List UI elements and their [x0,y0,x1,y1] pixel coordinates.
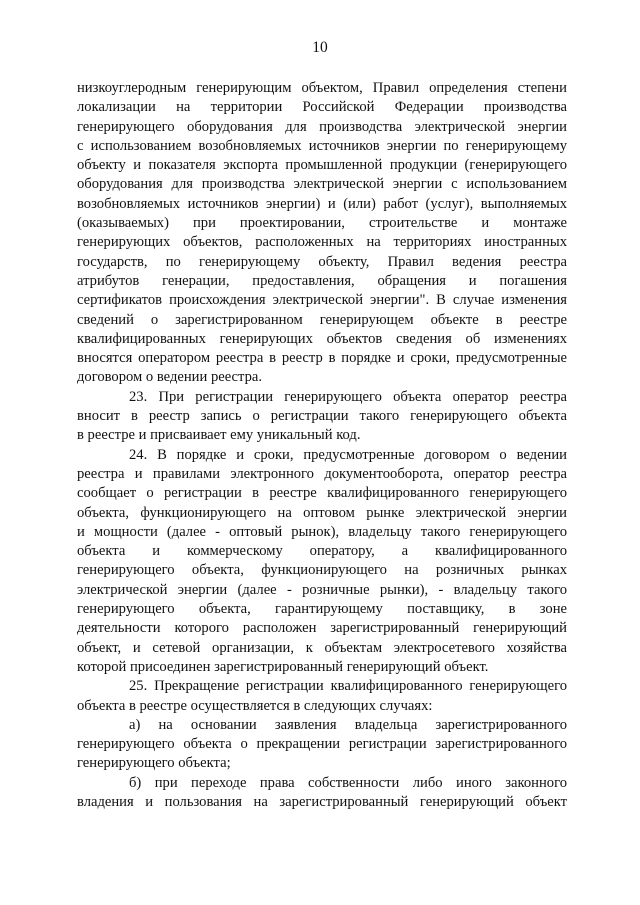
text-line: сертификатов происхождения электрической энергии". В случае изменения [77,292,567,309]
text-line: которой присоединен зарегистрированный генерирующий объект. [77,658,489,675]
text-line: объекта в реестре осуществляется в следующих случаях: [77,697,433,714]
text-line: сообщает о регистрации в реестре квалифицированного генерирующего [77,485,567,502]
text-line: локализации на территории Российской Федерации производства [77,99,567,116]
text-line: сведений о зарегистрированном генерирующем объекте в реестре [77,311,567,328]
text-line: (оказываемых) при проектировании, строительстве и монтаже [77,215,567,232]
text-line: генерирующего объекта; [77,755,231,772]
text-line: оборудования для производства электрической энергии с использованием [77,176,567,193]
text-line: объекта и коммерческому оператору, а квалифицированного [77,543,567,560]
text-line: владения и пользования на зарегистрированный генерирующий объект [77,793,567,810]
text-line: договором о ведении реестра. [77,369,263,386]
text-line: объекту и показателя экспорта промышленной продукции (генерирующего [77,157,567,174]
text-line: генерирующего объекта, гарантирующему поставщику, в зоне [77,601,567,618]
text-line: объект, и сетевой организации, к объектам электросетевого хозяйства [77,639,567,656]
text-line: генерирующих объектов, расположенных на территориях иностранных [77,234,567,251]
text-line: реестра и правилами электронного документооборота, оператор реестра [77,465,567,482]
text-line: государств, по генерирующему объекту, Правил ведения реестра [77,253,567,270]
text-line: объекта, функционирующего на оптовом рынке электрической энергии [77,504,567,521]
text-line: вносятся оператором реестра в реестр в порядке и сроки, предусмотренные [77,350,567,367]
text-line: б) при переходе права собственности либо иного законного [129,774,567,791]
text-line: возобновляемых источников энергии) и (или) работ (услуг), выполняемых [77,195,567,212]
text-line: в реестре и присваивает ему уникальный код. [77,427,361,444]
page-number: 10 [312,39,328,56]
text-line: генерирующего объекта о прекращении регистрации зарегистрированного [77,736,567,753]
text-line: вносит в реестр запись о регистрации такого генерирующего объекта [77,408,567,425]
text-line: а) на основании заявления владельца зарегистрированного [129,716,567,733]
text-line: атрибутов генерации, предоставления, обращения и погашения [77,272,567,289]
text-line: квалифицированных генерирующих объектов сведения об изменениях [77,330,567,347]
text-line: 25. Прекращение регистрации квалифицированного генерирующего [129,678,567,695]
text-line: электрической энергии (далее - розничные рынки), - владельцу такого [77,581,567,598]
text-line: с использованием возобновляемых источников энергии по генерирующему [77,137,567,154]
text-line: 24. В порядке и сроки, предусмотренные договором о ведении [129,446,567,463]
text-line: генерирующего объекта, функционирующего на розничных рынках [77,562,567,579]
text-line: 23. При регистрации генерирующего объекта оператор реестра [129,388,567,405]
text-line: деятельности которого расположен зарегистрированный генерирующий [77,620,567,637]
text-line: и мощности (далее - оптовый рынок), владельцу такого генерирующего [77,523,567,540]
document-body [77,79,567,812]
text-line: генерирующего оборудования для производства электрической энергии [77,118,567,135]
text-line: низкоуглеродным генерирующим объектом, Правил определения степени [77,80,567,96]
